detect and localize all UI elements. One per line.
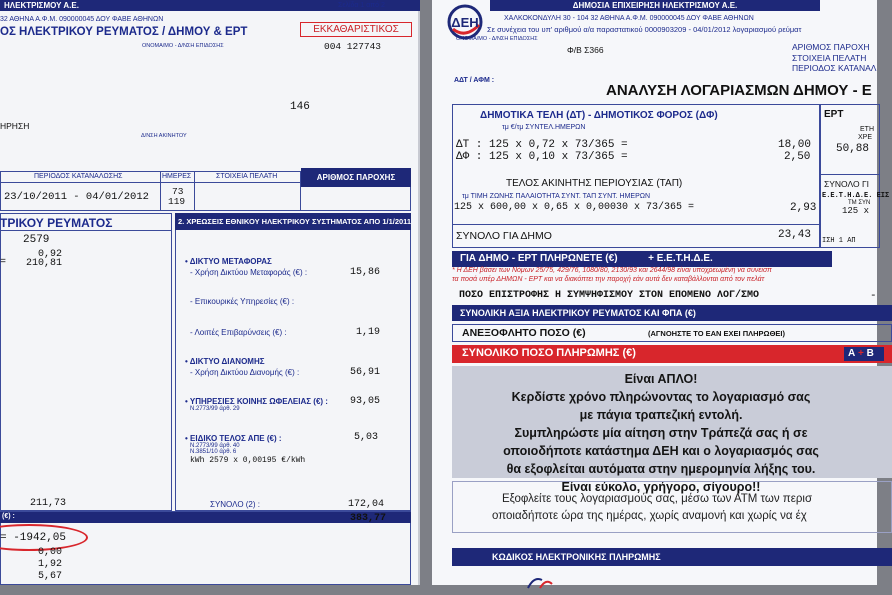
period-label: ΠΕΡΙΟΔΟΣ ΚΑΤΑΝΑΛΩΣΗΣ	[34, 173, 123, 180]
euro-label: (€) :	[2, 513, 15, 520]
transmission-head: • ΔΙΚΤΥΟ ΜΕΤΑΦΟΡΑΣ	[185, 257, 272, 266]
municipal-columns: τμ €/τμ ΣΥΝΤΕΛ.ΗΜΕΡΩΝ	[502, 124, 586, 131]
company-address: 32 ΑΘΗΝΑ Α.Φ.Μ. 090000045 ΔΟΥ ΦΑΒΕ ΑΘΗΝΩΝ	[0, 16, 164, 23]
refund-dash: -	[870, 290, 877, 302]
pay-bar: ΓΙΑ ΔΗΜΟ - ΕΡΤ ΠΛΗΡΩΝΕΤΕ (€) + Ε.Ε.Τ.Η.Δ.Ε.	[452, 251, 832, 267]
promo-line: οποιοδήποτε κατάστημα ΔΕΗ και ο λογαριασμός σας	[503, 444, 819, 458]
sum2-label: ΣΥΝΟΛΟ (2) :	[210, 500, 260, 509]
pso-head: • ΥΠΗΡΕΣΙΕΣ ΚΟΙΝΗΣ ΩΦΕΛΕΙΑΣ (€) :	[185, 397, 328, 406]
eteth-sub: ΙΣΗ 1 ΑΠ	[822, 237, 856, 245]
municipal-total-value: 23,43	[778, 229, 812, 241]
value-567: 5,67	[38, 571, 63, 582]
promo-box	[452, 366, 892, 494]
promo-line: Είναι εύκολο, γρήγορο, σίγουρο!!	[561, 480, 761, 494]
atm-line-2: οποιαδήποτε ώρα της ημέρας, χωρίς αναμονή και χωρίς να έχ	[492, 510, 807, 522]
special-fee-law-2: Ν.3851/10 άρθ. 6	[190, 449, 237, 455]
highlight-line: = -1942,05	[0, 532, 67, 544]
atm-box	[452, 481, 892, 533]
total-value: 383,77	[350, 513, 387, 524]
total-partial: ΣΥΝΟΛΟ ΓΙ	[824, 179, 870, 189]
kwh-value: 2579	[23, 234, 50, 246]
number-146: 146	[290, 101, 310, 113]
special-fee-law-1: Ν.2773/99 άρθ. 40	[190, 443, 240, 449]
promo-text	[452, 370, 870, 496]
company-header: ΔΗΜΟΣΙΑ ΕΠΙΧΕΙΡΗΣΗ ΗΛΕΚΤΡΙΣΜΟΥ Α.Ε.	[490, 0, 820, 11]
unpaid-label: ΑΝΕΞΟΦΛΗΤΟ ΠΟΣΟ (€)	[462, 327, 586, 339]
tap-value: 2,93	[790, 202, 817, 214]
aux-services: - Επικουρικές Υπηρεσίες (€) :	[190, 297, 295, 306]
promo-line: Κερδίστε χρόνο πληρώνοντας το λογαριασμό σας	[511, 390, 811, 404]
municipal-head: ΔΗΜΟΤΙΚΑ ΤΕΛΗ (ΔΤ) - ΔΗΜΟΤΙΚΟΣ ΦΟΡΟΣ (ΔΦ)	[480, 110, 718, 121]
df-line: ΔΦ : 125 x 0,10 x 73/365 =	[456, 151, 628, 163]
logo-fragment-icon	[524, 574, 554, 590]
distribution-head: • ΔΙΚΤΥΟ ΔΙΑΝΟΜΗΣ	[185, 357, 265, 366]
promo-line: Είναι ΑΠΛΟ!	[624, 372, 698, 386]
divider	[820, 174, 880, 175]
divider	[160, 171, 161, 211]
special-fee-calc: kWh 2579 x 0,00195 €/kWh	[190, 456, 306, 465]
transmission-use: - Χρήση Δικτύου Μεταφοράς (€) :	[190, 268, 308, 277]
partial-text: ΗΡΗΣΗ	[0, 121, 30, 131]
company-address: ΧΑΛΚΟΚΟΝΔΥΛΗ 30 - 104 32 ΑΘΗΝΑ Α.Φ.Μ. 090000045 ΔΟΥ ΦΑΒΕ ΑΘΗΝΩΝ	[504, 15, 754, 22]
legal-line: Σε συνέχεια του υπ' αριθμού α/α παραστατικού 0000903209 - 04/01/2012 λογαριασμού ρεύματ	[487, 25, 802, 34]
fb-code: Φ/Β Σ366	[567, 45, 604, 55]
ert-partial-2: ΧΡΕ	[858, 134, 873, 141]
notice-line-2: τα ποσά υπέρ ΔΗΜΩΝ - ΕΡΤ και να διακόπτει την παροχή εάν αυτά δεν καταβάλλονται από τον πελάτ	[452, 276, 765, 283]
supply-number-header: ΑΡΙΘΜΟΣ ΠΑΡΟΧΗΣ	[301, 168, 411, 187]
company-name: ΗΛΕΚΤΡΙΣΜΟΥ Α.Ε.	[4, 1, 79, 10]
supply-no-label: ΑΡΙΘΜΟΣ ΠΑΡΟΧΗ	[792, 42, 870, 52]
special-fee-value: 5,03	[354, 432, 379, 443]
notice-line-1: * Η ΔΕΗ βάσει των Νόμων 25/75, 429/76, 1080/80, 2130/93 και 2644/98 είναι υποχρεωμένη να συνεισπ	[452, 267, 772, 274]
clearance-stamp: ΕΚΚΑΘΑΡΙΣΤΙΚΟΣ	[300, 22, 412, 37]
eteth-line: 125 x	[842, 206, 870, 216]
left-sum: 211,73	[30, 498, 67, 509]
transmission-use-value: 15,86	[350, 267, 381, 278]
a-plus-b-tag: Α + Β	[844, 347, 884, 361]
customer-data-label: ΣΤΟΙΧΕΙΑ ΠΕΛΑΤΗ	[792, 53, 867, 63]
epay-code-bar: ΚΩΔΙΚΟΣ ΗΛΕΚΤΡΟΝΙΚΗΣ ΠΛΗΡΩΜΗΣ	[452, 548, 892, 566]
value-092: 0,92	[38, 249, 63, 260]
ert-value: 50,88	[836, 143, 870, 155]
adt-label: ΑΔΤ / ΑΦΜ :	[454, 77, 495, 84]
tap-head: ΤΕΛΟΣ ΑΚΙΝΗΤΗΣ ΠΕΡΙΟΥΣΙΑΣ (ΤΑΠ)	[506, 178, 683, 189]
promo-line: με πάγια τραπεζική εντολή.	[579, 408, 743, 422]
other-charges-value: 1,19	[356, 327, 381, 338]
pso-value: 93,05	[350, 396, 381, 407]
electricity-vat-bar: ΣΥΝΟΛΙΚΗ ΑΞΙΑ ΗΛΕΚΤΡΙΚΟΥ ΡΕΥΜΑΤΟΣ ΚΑΙ ΦΠΑ (€)	[452, 305, 892, 321]
recipient-label: ΟΝΟΜΑ/ΜΟ - Δ/ΝΣΗ ΕΠΙΔΟΣΗΣ	[456, 36, 538, 42]
divider	[194, 171, 195, 211]
bill-page-1: ΗΛΕΚΤΡΙΣΜΟΥ Α.Ε. Σελίδα 1 από 2 32 ΑΘΗΝΑ Α.Φ.Μ. 090000045 ΔΟΥ ΦΑΒΕ ΑΘΗΝΩΝ ΟΣ ΗΛΕΚΤΡΙΚΟΥ ΡΕΥΜΑΤΟΣ / ΔΗΜΟΥ & ΕΡΤ ΕΚΚΑΘΑΡΙΣΤΙΚΟΣ 004 127743 ΟΝΟΜΑ/ΜΟ - Δ/ΝΣΗ ΕΠΙΔΟΣΗΣ 146 ΗΡΗΣΗ Δ/ΝΣΗ ΑΚΙΝΗΤΟΥ ΠΕΡΙΟΔΟΣ ΚΑΤΑΝΑΛΩΣΗΣ ΗΜΕΡΕΣ ΣΤΟΙΧΕΙΑ ΠΕΛΑΤΗ ΑΡΙΘΜΟΣ ΠΑΡΟΧΗΣ 23/10/2011 - 04/01/2012 73 119 ΤΡΙΚΟΥ ΡΕΥΜΑΤΟΣ 2579 0,92 = 210,81 211,73 2. ΧΡΕΩΣΕΙΣ ΕΘΝΙΚΟΥ ΗΛΕΚΤΡΙΚΟΥ ΣΥΣΤΗΜΑΤΟΣ ΑΠΟ 1/1/2011 • ΔΙΚΤΥΟ ΜΕΤΑΦΟΡΑΣ - Χρήση Δικτύου Μεταφοράς (€) : 15,86 - Επικουρικές Υπηρεσίες (€) : - Λοιπές Επιβαρύνσεις (€) : 1,19 • ΔΙΚΤΥΟ ΔΙΑΝΟΜΗΣ - Χρήση Δικτύου Διανομής (€) : 56,91 • ΥΠΗΡΕΣΙΕΣ ΚΟΙΝΗΣ ΩΦΕΛΕΙΑΣ (€) : Ν.2773/99 άρθ. 29 93,05 • ΕΙΔΙΚΟ ΤΕΛΟΣ ΑΠΕ (€) : Ν.2773/99 άρθ. 40 Ν.3851/10 άρθ. 6 kWh 2579 x 0,00195 €/kWh 5,03 ΣΥΝΟΛΟ (2) : 172,04 (€) : 383,77 = -1942,05 0,00 1,92 5,67	[0, 0, 420, 585]
promo-line: θα εξοφλείται αυτόματα στην ημερομηνία λήξης του.	[506, 462, 816, 476]
value-000: 0,00	[38, 547, 63, 558]
distribution-use: - Χρήση Δικτύου Διανομής (€) :	[190, 368, 300, 377]
tap-columns: τμ ΤΙΜΗ ΖΩΝΗΣ ΠΑΛΑΙΟΤΗΤΑ ΣΥΝΤ. ΤΑΠ ΣΥΝΤ. ΗΜΕΡΩΝ	[462, 193, 651, 200]
value-21081: 210,81	[26, 258, 63, 269]
page-number: Σελίδα 1 από 2	[338, 2, 385, 9]
distribution-use-value: 56,91	[350, 367, 381, 378]
svg-text:ΔΕΗ: ΔΕΗ	[451, 15, 479, 30]
eteth-label: Ε.Ε.Τ.Η.Δ.Ε. ΕΙΣ	[822, 192, 890, 200]
tap-line: 125 x 600,00 x 0,65 x 0,00030 x 73/365 =	[454, 202, 695, 213]
total-payment-label: ΣΥΝΟΛΙΚΟ ΠΟΣΟ ΠΛΗΡΩΜΗΣ (€)	[462, 347, 636, 359]
days-value-2: 119	[168, 196, 186, 207]
bill-page-2	[432, 0, 890, 585]
atm-line-1: Εξοφλείτε τους λογαριασμούς σας, μέσω των ΑΤΜ των περισ	[502, 493, 813, 505]
promo-line: Συμπληρώστε μία αίτηση στην Τράπεζά σας ή σε	[514, 426, 808, 440]
eteth-columns: ΤΜ ΣΥΝ	[848, 200, 871, 206]
special-fee-head: • ΕΙΔΙΚΟ ΤΕΛΟΣ ΑΠΕ (€) :	[185, 434, 282, 443]
bill-code: 004 127743	[324, 41, 382, 52]
recipient-label: ΟΝΟΜΑ/ΜΟ - Δ/ΝΣΗ ΕΠΙΔΟΣΗΣ	[142, 43, 224, 49]
value-192: 1,92	[38, 559, 63, 570]
ert-partial-1: ΕΤΗ	[860, 126, 874, 133]
consumption-period-label: ΠΕΡΙΟΔΟΣ ΚΑΤΑΝΑΛ	[792, 63, 877, 73]
dt-value: 18,00	[778, 139, 812, 151]
sum2-value: 172,04	[348, 499, 385, 510]
other-charges: - Λοιπές Επιβαρύνσεις (€) :	[190, 328, 287, 337]
municipal-total-label: ΣΥΝΟΛΟ ΓΙΑ ΔΗΜΟ	[456, 230, 552, 242]
property-address-label: Δ/ΝΣΗ ΑΚΙΝΗΤΟΥ	[141, 133, 187, 139]
df-value: 2,50	[784, 151, 811, 163]
days-value-1: 73	[172, 186, 184, 197]
divider	[0, 230, 172, 231]
pso-law: Ν.2773/99 άρθ. 29	[190, 406, 240, 412]
bill-title: ΟΣ ΗΛΕΚΤΡΙΚΟΥ ΡΕΥΜΑΤΟΣ / ΔΗΜΟΥ & ΕΡΤ	[0, 26, 248, 38]
days-label: ΗΜΕΡΕΣ	[162, 173, 192, 180]
customer-label: ΣΤΟΙΧΕΙΑ ΠΕΛΑΤΗ	[216, 173, 278, 180]
refund-line: ΠΟΣΟ ΕΠΙΣΤΡΟΦΗΣ Η ΣΥΜΨΗΦΙΣΜΟΥ ΣΤΟΝ ΕΠΟΜΕΝΟ ΛΟΓ/ΣΜΟ	[459, 290, 760, 301]
dt-line: ΔΤ : 125 x 0,72 x 73/365 =	[456, 139, 628, 151]
period-value: 23/10/2011 - 04/01/2012	[4, 191, 149, 203]
ert-label: ΕΡΤ	[824, 109, 844, 120]
divider	[452, 224, 820, 225]
section-1-title: ΤΡΙΚΟΥ ΡΕΥΜΑΤΟΣ	[0, 216, 113, 230]
section-2-title: 2. ΧΡΕΩΣΕΙΣ ΕΘΝΙΚΟΥ ΗΛΕΚΤΡΙΚΟΥ ΣΥΣΤΗΜΑΤΟΣ ΑΠΟ 1/1/2011	[175, 213, 411, 230]
analysis-title: ΑΝΑΛΥΣΗ ΛΟΓΑΡΙΑΣΜΩΝ ΔΗΜΟΥ - Ε	[606, 82, 872, 99]
unpaid-note: (ΑΓΝΟΗΣΤΕ ΤΟ ΕΑΝ ΕΧΕΙ ΠΛΗΡΩΘΕΙ)	[648, 329, 785, 338]
